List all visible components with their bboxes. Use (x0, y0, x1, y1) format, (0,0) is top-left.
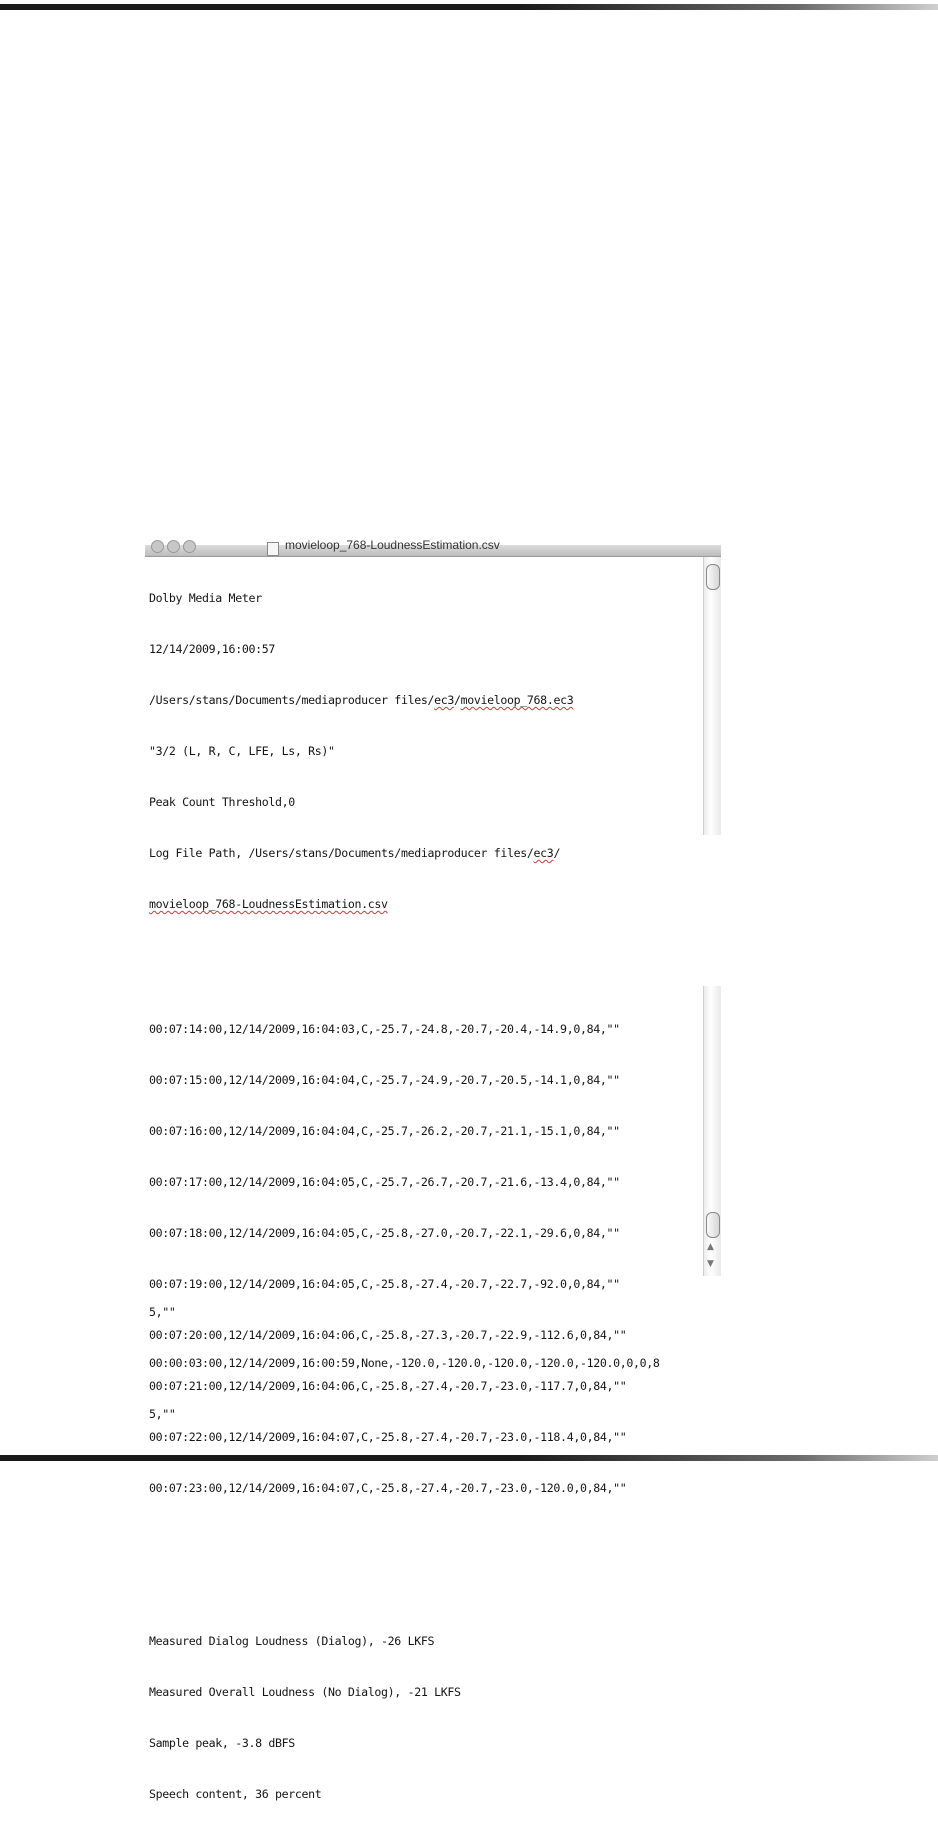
data-row: 00:00:03:00,12/14/2009,16:00:59,None,-120.0,-120.0,-120.0,-120.0,-120.0,0,0,8 (149, 1356, 660, 1370)
spelling-flag: ec3 (533, 846, 554, 860)
minimize-window-icon[interactable] (167, 540, 180, 553)
data-row: 00:07:16:00,12/14/2009,16:04:04,C,-25.7,-26.2,-20.7,-21.1,-15.1,0,84,"" (149, 1124, 620, 1138)
window-title: movieloop_768-LoudnessEstimation.csv (285, 538, 500, 552)
summary-sample-peak: Sample peak, -3.8 dBFS (149, 1736, 295, 1750)
spelling-flag: movieloop_768-LoudnessEstimation.csv (149, 897, 388, 911)
zoom-window-icon[interactable] (183, 540, 196, 553)
scroll-up-arrow-icon[interactable]: ▲ (707, 1242, 714, 1252)
data-row: 00:07:22:00,12/14/2009,16:04:07,C,-25.8,-27.4,-20.7,-23.0,-118.4,0,84,"" (149, 1430, 627, 1444)
data-row: 00:07:14:00,12/14/2009,16:04:03,C,-25.7,-24.8,-20.7,-20.4,-14.9,0,84,"" (149, 1022, 620, 1036)
scrollbar-thumb[interactable] (706, 1212, 720, 1238)
log-path-line: Log File Path, /Users/stans/Documents/mediaproducer files/ec3/ (149, 846, 561, 860)
blank-line (149, 1582, 701, 1599)
data-row: 00:07:21:00,12/14/2009,16:04:06,C,-25.8,-27.4,-20.7,-23.0,-117.7,0,84,"" (149, 1379, 627, 1393)
spelling-flag: ec3 (434, 693, 454, 707)
log-file-line (149, 896, 701, 913)
top-page-rule (0, 4, 938, 10)
peak-threshold-line: Peak Count Threshold,0 (149, 795, 295, 809)
close-window-icon[interactable] (151, 540, 164, 553)
vertical-scrollbar[interactable] (703, 557, 721, 835)
channel-config-line: "3/2 (L, R, C, LFE, Ls, Rs)" (149, 744, 335, 758)
data-row: 5,"" (149, 1407, 176, 1421)
data-row: 00:07:18:00,12/14/2009,16:04:05,C,-25.8,-27.0,-20.7,-22.1,-29.6,0,84,"" (149, 1226, 620, 1240)
source-path-line: /Users/stans/Documents/mediaproducer files/ec3/movieloop_768.ec3 (149, 693, 574, 707)
vertical-scrollbar[interactable] (703, 986, 721, 1276)
data-row: 00:07:17:00,12/14/2009,16:04:05,C,-25.7,-26.7,-20.7,-21.6,-13.4,0,84,"" (149, 1175, 620, 1189)
data-row: 00:07:15:00,12/14/2009,16:04:04,C,-25.7,-24.9,-20.7,-20.5,-14.1,0,84,"" (149, 1073, 620, 1087)
summary-dialog-loudness: Measured Dialog Loudness (Dialog), -26 LKFS (149, 1634, 435, 1648)
data-row: 00:07:23:00,12/14/2009,16:04:07,C,-25.8,-27.4,-20.7,-23.0,-120.0,0,84,"" (149, 1481, 627, 1495)
header-line: Dolby Media Meter (149, 591, 262, 605)
blank-line (149, 1531, 701, 1548)
document-icon (267, 542, 279, 556)
summary-overall-loudness: Measured Overall Loudness (No Dialog), -21 LKFS (149, 1685, 461, 1699)
header-line: 12/14/2009,16:00:57 (149, 642, 275, 656)
data-row: 00:07:19:00,12/14/2009,16:04:05,C,-25.8,-27.4,-20.7,-22.7,-92.0,0,84,"" (149, 1277, 620, 1291)
scroll-down-arrow-icon[interactable]: ▼ (707, 1259, 714, 1269)
data-row: 5,"" (149, 1305, 176, 1319)
data-row: 00:07:20:00,12/14/2009,16:04:06,C,-25.8,-27.3,-20.7,-22.9,-112.6,0,84,"" (149, 1328, 627, 1342)
csv-text-area[interactable] (149, 987, 701, 1837)
blank-line (149, 947, 701, 964)
bottom-page-rule (0, 1455, 938, 1461)
summary-speech-content: Speech content, 36 percent (149, 1787, 322, 1801)
spelling-flag: movieloop_768.ec3 (460, 693, 574, 707)
scrollbar-thumb[interactable] (706, 564, 720, 590)
